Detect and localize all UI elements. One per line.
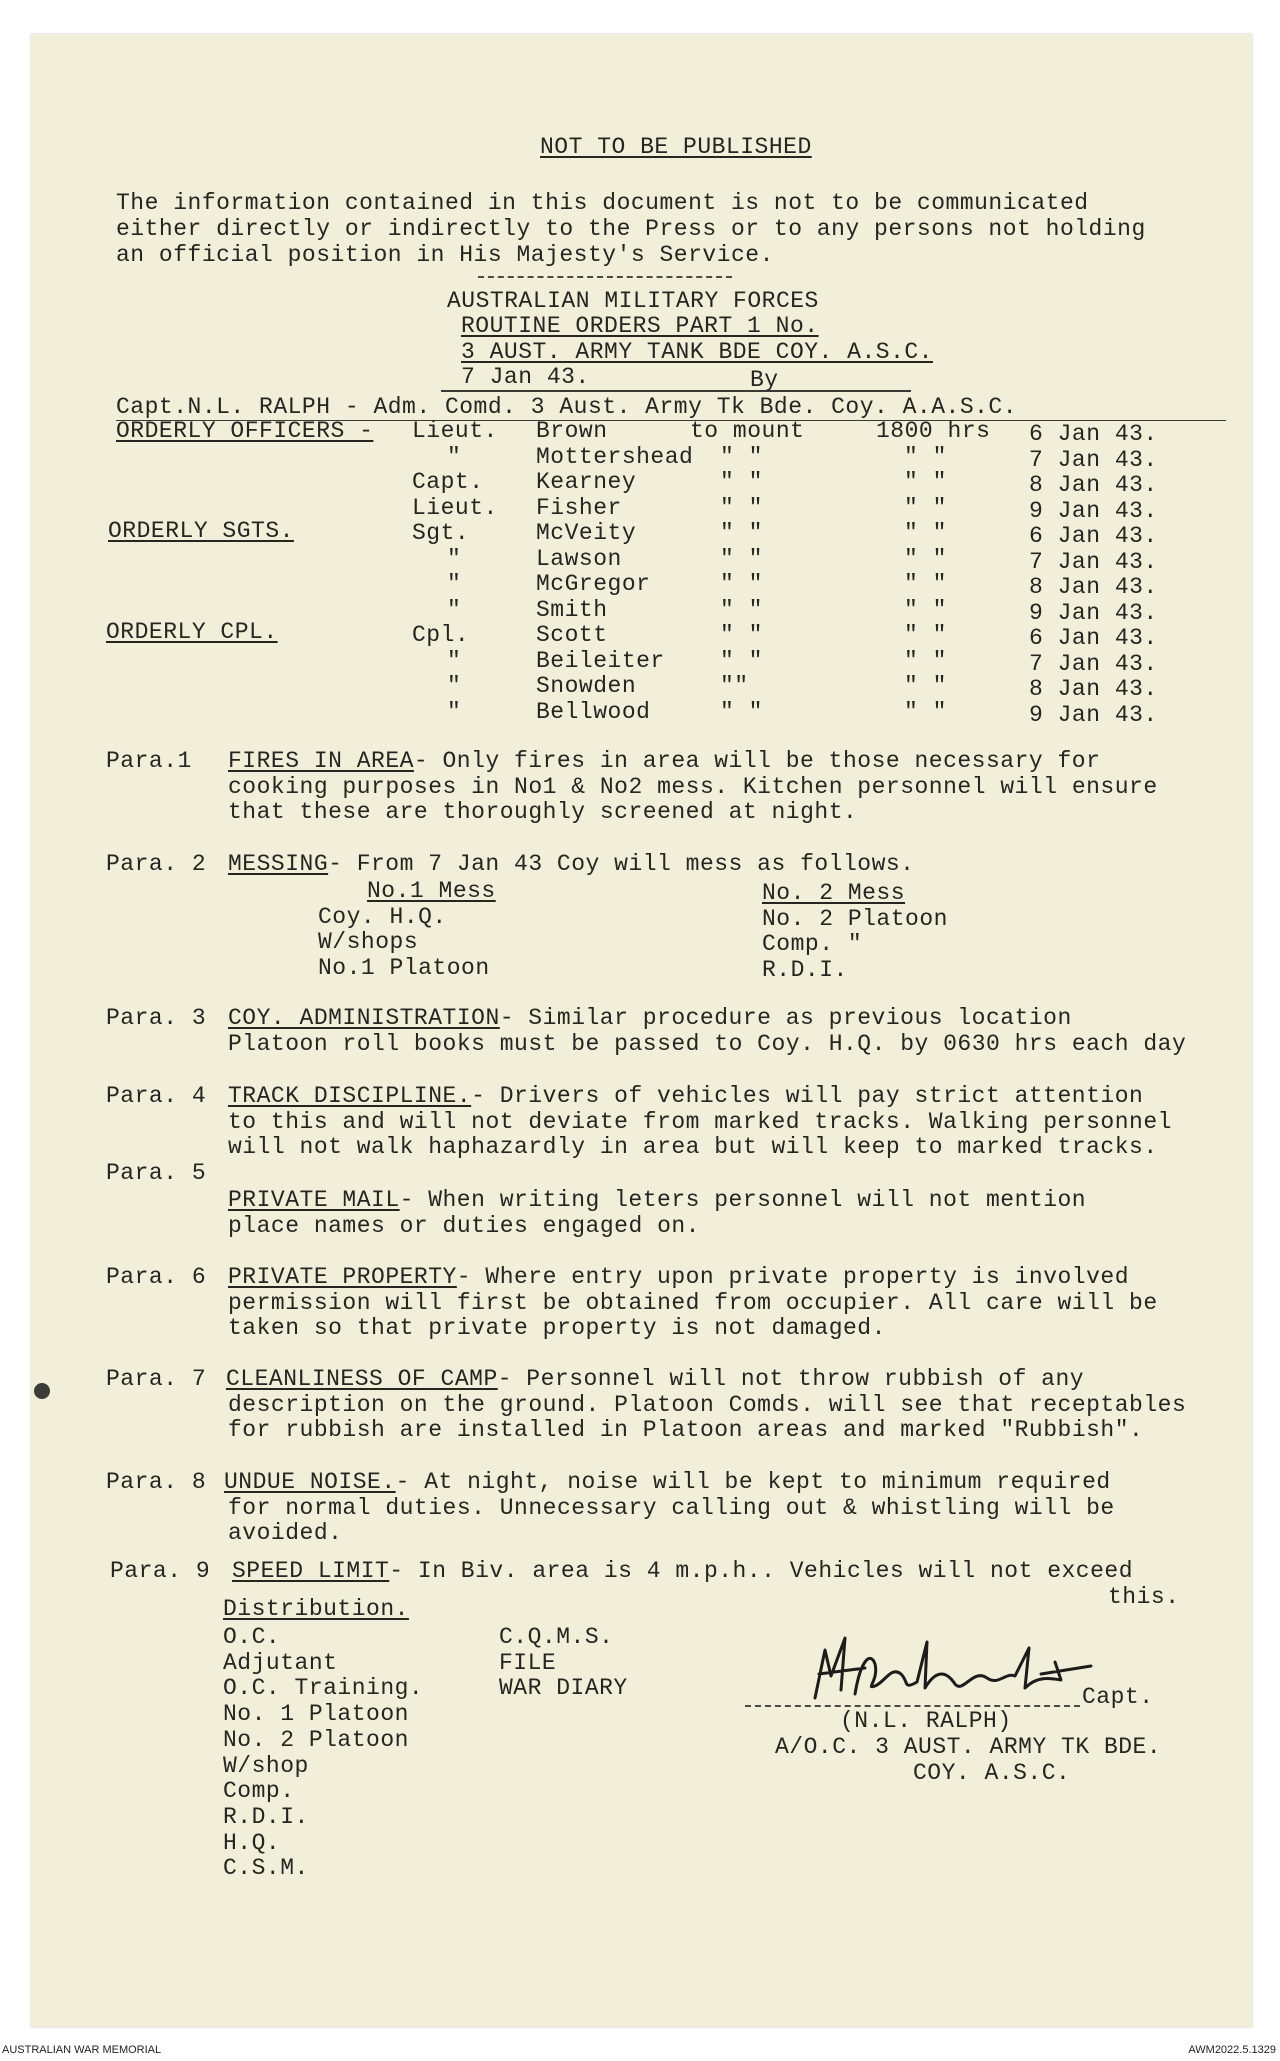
roster-rank: Cpl. bbox=[412, 622, 470, 648]
roster-rank: " bbox=[447, 673, 462, 699]
roster-date: 7 Jan 43. bbox=[1029, 548, 1158, 575]
title-by: By bbox=[750, 367, 779, 393]
roster-date: 6 Jan 43. bbox=[1029, 421, 1158, 447]
notice-line-3: an official position in His Majesty's Service. bbox=[116, 242, 774, 268]
roster-time: " " bbox=[904, 545, 947, 572]
roster-rank: " bbox=[447, 698, 462, 725]
roster-name: Kearney bbox=[536, 469, 637, 495]
para-text-line: for normal duties. Unnecessary calling out & whistling will be bbox=[228, 1494, 1115, 1521]
distribution-item: W/shop bbox=[223, 1752, 309, 1779]
distribution-item: O.C. Training. bbox=[223, 1675, 424, 1702]
para-text-line: - Personnel will not throw rubbish of any bbox=[497, 1366, 1085, 1392]
signatory-title-2: COY. A.S.C. bbox=[913, 1760, 1071, 1786]
roster-name: Bellwood bbox=[536, 698, 651, 725]
roster-date: 9 Jan 43. bbox=[1029, 497, 1158, 524]
mess-1-item: Coy. H.Q. bbox=[318, 904, 447, 930]
roster-name: Smith bbox=[536, 596, 608, 623]
mess-1-item: No.1 Platoon bbox=[318, 955, 490, 981]
para-heading: MESSING bbox=[228, 851, 329, 877]
para-number: Para. 6 bbox=[106, 1264, 207, 1290]
para-text-line: for rubbish are installed in Platoon areas and marked "Rubbish". bbox=[228, 1417, 1144, 1443]
roster-time: " " bbox=[904, 571, 947, 597]
roster-name: Scott bbox=[536, 622, 608, 648]
roster-duty: " " bbox=[720, 443, 763, 470]
distribution-title: Distribution. bbox=[223, 1596, 409, 1622]
para-number: Para. 8 bbox=[106, 1469, 207, 1495]
roster-duty: " " bbox=[720, 647, 763, 674]
roster-duty: " " bbox=[720, 596, 763, 623]
roster-duty: " " bbox=[720, 469, 763, 495]
para-number: Para. 2 bbox=[106, 851, 207, 877]
roster-time: " " bbox=[904, 520, 947, 546]
mess-2-title: No. 2 Mess bbox=[762, 880, 906, 906]
para-text-line: this. bbox=[1108, 1583, 1180, 1610]
separator-dashes bbox=[478, 276, 732, 278]
roster-name: Fisher bbox=[536, 494, 622, 521]
roster-name: Beileiter bbox=[536, 647, 665, 674]
mess-2-item: No. 2 Platoon bbox=[762, 906, 948, 932]
para-text-line: description on the ground. Platoon Comds. will see that receptables bbox=[228, 1391, 1187, 1418]
roster-time: " " bbox=[904, 469, 947, 495]
distribution-item: FILE bbox=[499, 1649, 557, 1676]
para-text-line: to this and will not deviate from marked tracks. Walking personnel bbox=[228, 1108, 1172, 1135]
roster-name: Brown bbox=[536, 418, 608, 444]
roster-duty: "" bbox=[720, 673, 749, 699]
para-number: Para. 3 bbox=[106, 1005, 207, 1031]
para-text-line: cooking purposes in No1 & No2 mess. Kitchen personnel will ensure bbox=[228, 773, 1158, 800]
roster-time: " " bbox=[904, 647, 947, 674]
para-heading: UNDUE NOISE. bbox=[224, 1469, 396, 1495]
para-heading: SPEED LIMIT bbox=[232, 1558, 390, 1584]
title-rule bbox=[441, 390, 911, 392]
mess-1-item: W/shops bbox=[318, 929, 419, 955]
orderly-sgts-label: ORDERLY SGTS. bbox=[108, 518, 294, 544]
title-line-2: ROUTINE ORDERS PART 1 No. bbox=[461, 313, 819, 339]
roster-time: " " bbox=[904, 673, 947, 699]
roster-date: 8 Jan 43. bbox=[1029, 676, 1158, 702]
distribution-item: C.S.M. bbox=[223, 1855, 309, 1882]
distribution-item: O.C. bbox=[223, 1624, 281, 1650]
distribution-item: H.Q. bbox=[223, 1829, 281, 1856]
para-text-line: - Where entry upon private property is involved bbox=[456, 1264, 1130, 1290]
roster-duty: " " bbox=[720, 622, 763, 648]
para-number: Para. 4 bbox=[106, 1083, 207, 1109]
para-heading: PRIVATE MAIL bbox=[228, 1187, 400, 1213]
para-text-line: place names or duties engaged on. bbox=[228, 1212, 700, 1239]
roster-date: 7 Jan 43. bbox=[1029, 446, 1158, 473]
para-heading: PRIVATE PROPERTY bbox=[228, 1264, 457, 1290]
roster-time: " " bbox=[904, 494, 947, 521]
roster-time: " " bbox=[904, 698, 947, 725]
roster-rank: " bbox=[447, 647, 462, 674]
roster-name: Mottershead bbox=[536, 443, 694, 470]
roster-duty: " " bbox=[720, 520, 763, 546]
mess-2-item: R.D.I. bbox=[762, 957, 848, 983]
footer-archive-name: AUSTRALIAN WAR MEMORIAL bbox=[2, 2044, 162, 2056]
title-line-3: 3 AUST. ARMY TANK BDE COY. A.S.C. bbox=[461, 339, 933, 365]
signature-line bbox=[745, 1705, 1080, 1707]
roster-date: 9 Jan 43. bbox=[1029, 599, 1158, 626]
roster-name: McGregor bbox=[536, 571, 651, 597]
roster-rank: " bbox=[447, 443, 462, 470]
para-text-line: - From 7 Jan 43 Coy will mess as follows. bbox=[328, 851, 915, 877]
roster-duty: to mount bbox=[690, 418, 805, 444]
para-text-line: - Drivers of vehicles will pay strict attention bbox=[471, 1083, 1144, 1109]
roster-rank: " bbox=[447, 596, 462, 623]
roster-time: " " bbox=[904, 443, 947, 470]
para-number: Para. 5 bbox=[106, 1160, 207, 1186]
para-text-line: permission will first be obtained from occupier. All care will be bbox=[228, 1289, 1158, 1316]
notice-line-1: The information contained in this document is not to be communicated bbox=[116, 190, 1089, 216]
para-text-line: - At night, noise will be kept to minimum required bbox=[395, 1469, 1111, 1495]
roster-time: " " bbox=[904, 622, 947, 648]
roster-duty: " " bbox=[720, 494, 763, 521]
roster-name: Snowden bbox=[536, 673, 637, 699]
roster-time: " " bbox=[904, 596, 947, 623]
title-line-1: AUSTRALIAN MILITARY FORCES bbox=[447, 288, 819, 314]
issued-by-line: Capt.N.L. RALPH - Adm. Comd. 3 Aust. Army Tk Bde. Coy. A.A.S.C. bbox=[116, 394, 1018, 420]
distribution-item: Comp. bbox=[223, 1778, 295, 1805]
roster-duty: " " bbox=[720, 698, 763, 725]
title-date: 7 Jan 43. bbox=[461, 364, 590, 390]
roster-time: 1800 hrs bbox=[876, 418, 991, 444]
roster-name: McVeity bbox=[536, 520, 637, 546]
notice-line-2: either directly or indirectly to the Press or to any persons not holding bbox=[116, 216, 1146, 242]
roster-rank: Sgt. bbox=[412, 520, 470, 546]
para-text-line: taken so that private property is not damaged. bbox=[228, 1315, 886, 1341]
roster-rank: Lieut. bbox=[412, 494, 498, 521]
roster-date: 7 Jan 43. bbox=[1029, 650, 1158, 677]
roster-rank: " bbox=[447, 571, 462, 597]
para-heading: CLEANLINESS OF CAMP bbox=[226, 1366, 498, 1392]
para-text-line: - Only fires in area will be those necessary for bbox=[413, 748, 1101, 774]
para-number: Para. 7 bbox=[106, 1366, 207, 1392]
para-number: Para.1 bbox=[106, 748, 192, 774]
para-text-line: - When writing leters personnel will not mention bbox=[399, 1187, 1087, 1213]
distribution-item: Adjutant bbox=[223, 1649, 338, 1676]
para-text-line: - In Biv. area is 4 m.p.h.. Vehicles will not exceed bbox=[389, 1558, 1134, 1584]
distribution-item: C.Q.M.S. bbox=[499, 1624, 614, 1650]
para-heading: COY. ADMINISTRATION bbox=[228, 1005, 500, 1031]
distribution-item: R.D.I. bbox=[223, 1803, 309, 1830]
distribution-item: WAR DIARY bbox=[499, 1675, 628, 1702]
distribution-item: No. 1 Platoon bbox=[223, 1701, 409, 1728]
footer-accession-number: AWM2022.5.1329 bbox=[1188, 2044, 1276, 2056]
roster-date: 6 Jan 43. bbox=[1029, 625, 1158, 651]
para-text-line: avoided. bbox=[228, 1520, 343, 1546]
roster-date: 8 Jan 43. bbox=[1029, 574, 1158, 600]
roster-rank: Lieut. bbox=[412, 418, 498, 444]
para-heading: FIRES IN AREA bbox=[228, 748, 414, 774]
orderly-officers-label: ORDERLY OFFICERS - bbox=[116, 418, 374, 444]
signatory-name: (N.L. RALPH) bbox=[840, 1708, 1012, 1734]
roster-date: 9 Jan 43. bbox=[1029, 701, 1158, 728]
mess-2-item: Comp. " bbox=[762, 931, 863, 957]
para-text-line: - Similar procedure as previous location bbox=[499, 1005, 1072, 1031]
signature-capt: Capt. bbox=[1082, 1684, 1154, 1710]
distribution-item: No. 2 Platoon bbox=[223, 1726, 409, 1753]
para-heading: TRACK DISCIPLINE. bbox=[228, 1083, 472, 1109]
not-to-be-published-heading: NOT TO BE PUBLISHED bbox=[540, 134, 812, 160]
roster-rank: Capt. bbox=[412, 469, 484, 495]
roster-rank: " bbox=[447, 545, 462, 572]
orderly-cpl-label: ORDERLY CPL. bbox=[106, 619, 278, 645]
roster-date: 6 Jan 43. bbox=[1029, 523, 1158, 549]
mess-1-title: No.1 Mess bbox=[367, 878, 496, 904]
para-text-line: Platoon roll books must be passed to Coy. H.Q. by 0630 hrs each day bbox=[228, 1030, 1187, 1057]
para-number: Para. 9 bbox=[110, 1558, 211, 1584]
roster-date: 8 Jan 43. bbox=[1029, 472, 1158, 498]
signatory-title-1: A/O.C. 3 AUST. ARMY TK BDE. bbox=[775, 1734, 1162, 1760]
punch-hole bbox=[34, 1383, 50, 1399]
roster-duty: " " bbox=[720, 545, 763, 572]
roster-name: Lawson bbox=[536, 545, 622, 572]
para-text-line: will not walk haphazardly in area but will keep to marked tracks. bbox=[228, 1134, 1158, 1160]
roster-duty: " " bbox=[720, 571, 763, 597]
para-text-line: that these are thoroughly screened at night. bbox=[228, 799, 858, 825]
